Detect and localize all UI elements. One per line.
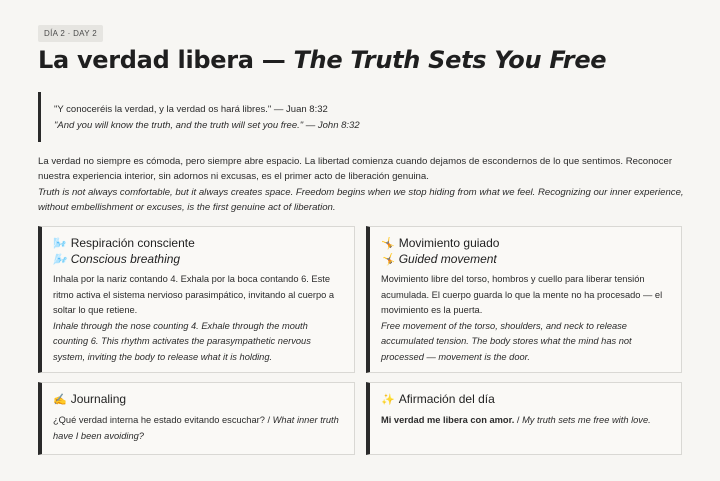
card-body [53, 413, 344, 444]
quote-en: "And you will know the truth, and the truth will set you free." — John 8:32 [54, 120, 360, 131]
card-conscious-breathing [38, 226, 355, 373]
affirmation-separator: / [514, 415, 523, 425]
card-title [381, 392, 671, 408]
card-body-en: Inhale through the nose counting 4. Exhale through the mouth counting 6. This rhythm activates the parasympathetic nervous system, inviting the body to release what it is holding. [53, 320, 311, 362]
card-title-en [53, 252, 344, 268]
person-cartwheeling-icon: 🤸 [381, 254, 395, 266]
quote-es: "Y conoceréis la verdad, y la verdad os hará libres." — Juan 8:32 [54, 104, 328, 115]
card-body-en: Free movement of the torso, shoulders, and neck to release accumulated tension. The body stores what the mind has not processed — movement is the door. [381, 320, 632, 362]
wind-face-icon: 🌬️ [53, 254, 67, 266]
card-guided-movement [366, 226, 682, 373]
card-title-text: Afirmación del día [398, 392, 495, 406]
wind-face-icon: 🌬️ [53, 238, 67, 250]
card-title-en-text: Conscious breathing [70, 252, 181, 266]
card-title-en [381, 252, 671, 268]
card-title-en-text: Guided movement [398, 252, 497, 266]
affirmation-en: My truth sets me free with love. [522, 415, 651, 425]
card-title-es [53, 236, 344, 252]
card-body [381, 272, 671, 366]
intro-en: Truth is not always comfortable, but it always creates space. Freedom begins when we stop hiding from what we feel. Recognizing our inner experience, without embellishment or excuses, is the first genuine act of liberation. [38, 186, 684, 213]
card-title-text: Journaling [70, 392, 127, 406]
card-title-es [381, 236, 671, 252]
card-daily-affirmation [366, 382, 682, 455]
journal-prompt-en: What inner truth have I been avoiding? [53, 415, 339, 441]
affirmation-es: Mi verdad me libera con amor. [381, 415, 515, 425]
page-title-en: The Truth Sets You Free [293, 46, 607, 74]
day-badge: DÍA 2 · DAY 2 [38, 25, 103, 42]
card-body-es: Movimiento libre del torso, hombros y cuello para liberar tensión acumulada. El cuerpo guarda lo que la mente no ha procesado — el movimiento es la puerta. [381, 274, 663, 316]
card-journaling [38, 382, 355, 455]
person-cartwheeling-icon: 🤸 [381, 238, 395, 250]
intro-es: La verdad no siempre es cómoda, pero siempre abre espacio. La libertad comienza cuando dejamos de escondernos de lo que sentimos. Reconocer nuestra experiencia interior, sin adornos ni excusas, es el primer acto de liberación genuina. [38, 156, 673, 183]
intro-paragraph [38, 154, 688, 215]
sparkles-icon: ✨ [381, 394, 395, 406]
page-title [38, 46, 606, 74]
writing-hand-icon: ✍️ [53, 394, 67, 406]
card-body [53, 272, 344, 366]
card-body-es: Inhala por la nariz contando 4. Exhala por la boca contando 6. Este ritmo activa el sistema nervioso parasimpático, invitando al cuerpo a soltar lo que retiene. [53, 274, 335, 316]
scripture-quote [38, 92, 358, 142]
card-title [53, 392, 344, 408]
page-title-es: La verdad libera — [38, 46, 294, 74]
card-title-es-text: Respiración consciente [70, 236, 195, 250]
card-title-es-text: Movimiento guiado [398, 236, 500, 250]
journal-prompt-es: ¿Qué verdad interna he estado evitando escuchar? / [53, 415, 273, 425]
card-body [381, 413, 671, 429]
